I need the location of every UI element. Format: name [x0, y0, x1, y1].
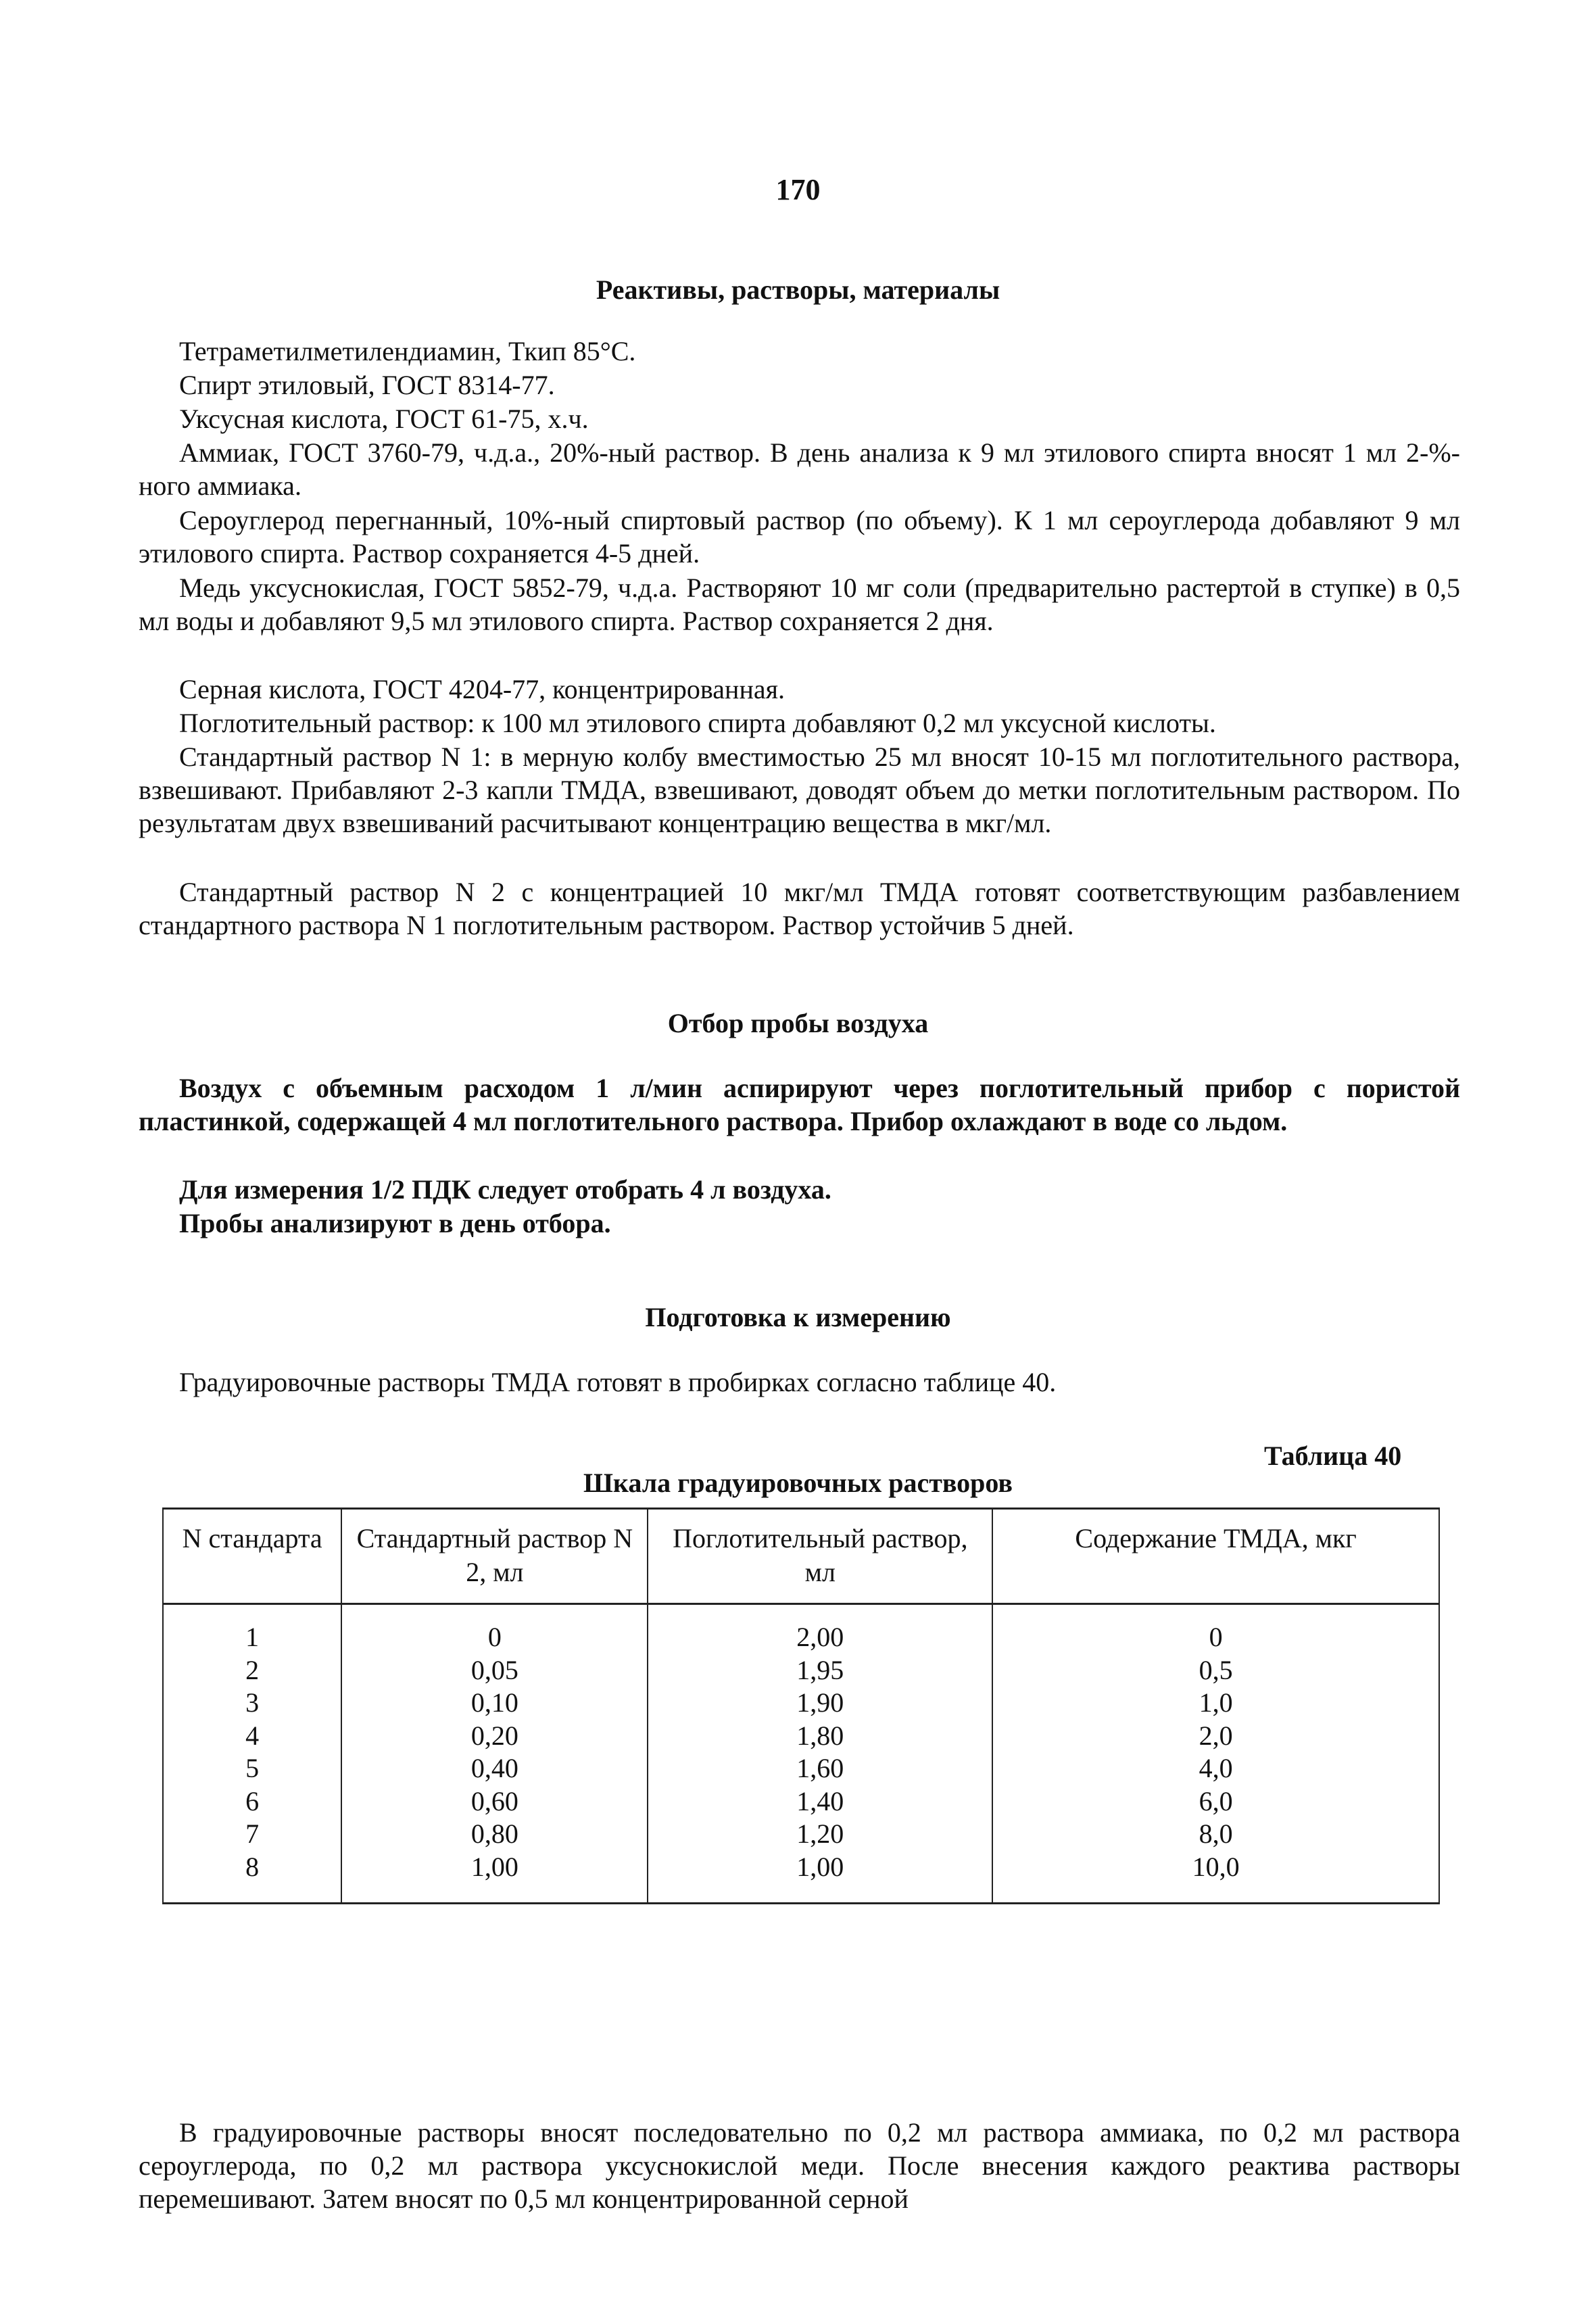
cell-standard-number: 7 [163, 1818, 341, 1851]
cell-tmda-content: 2,0 [992, 1720, 1439, 1753]
header-tmda-content: Содержание ТМДА, мкг [992, 1509, 1439, 1604]
cell-tmda-content: 8,0 [992, 1818, 1439, 1851]
cell-standard-solution: 0 [341, 1604, 648, 1654]
procedure-paragraph: В градуировочные растворы вносят последовательно по 0,2 мл раствора аммиака, по 0,2 мл раствора сероуглерода, по 0,2 мл раствора уксуснокислой меди. После внесения каждого реактива растворы перемешивают. Затем вносят по 0,5 мл концентрированной серной [139, 2117, 1460, 2214]
page-number: 170 [775, 173, 821, 206]
cell-standard-number: 6 [163, 1785, 341, 1818]
table-row [163, 1687, 1439, 1720]
reagent-paragraph: Спирт этиловый, ГОСТ 8314-77. [179, 370, 555, 400]
table-row [163, 1752, 1439, 1785]
cell-standard-number: 4 [163, 1720, 341, 1753]
table-row [163, 1785, 1439, 1818]
cell-absorbing-solution: 2,00 [648, 1604, 992, 1654]
cell-tmda-content: 0,5 [992, 1654, 1439, 1687]
table-row [163, 1720, 1439, 1753]
cell-standard-solution: 0,10 [341, 1687, 648, 1720]
cell-tmda-content: 10,0 [992, 1851, 1439, 1904]
cell-absorbing-solution: 1,90 [648, 1687, 992, 1720]
cell-tmda-content: 6,0 [992, 1785, 1439, 1818]
cell-tmda-content: 0 [992, 1604, 1439, 1654]
cell-standard-number: 2 [163, 1654, 341, 1687]
reagent-paragraph: Стандартный раствор N 1: в мерную колбу вместимостью 25 мл вносят 10-15 мл поглотительного раствора, взвешивают. Прибавляют 2-3 капли ТМДА, взвешивают, доводят объем до метки поглотительным раствором. По результатам двух взвешиваний расчитывают концентрацию вещества в мкг/мл. [139, 742, 1460, 838]
table-label: Таблица 40 [1264, 1441, 1402, 1471]
table-title: Шкала градуировочных растворов [583, 1468, 1013, 1498]
table-row [163, 1818, 1439, 1851]
table-header-row [163, 1509, 1439, 1604]
calibration-table [162, 1507, 1440, 1904]
cell-standard-number: 3 [163, 1687, 341, 1720]
reagent-paragraph: Сероуглерод перегнанный, 10%-ный спиртовый раствор (по объему). К 1 мл сероуглерода добавляют 9 мл этилового спирта. Раствор сохраняется 4-5 дней. [139, 505, 1460, 569]
cell-standard-solution: 0,05 [341, 1654, 648, 1687]
table-row [163, 1654, 1439, 1687]
reagent-paragraph: Серная кислота, ГОСТ 4204-77, концентрированная. [179, 674, 785, 704]
cell-standard-solution: 0,60 [341, 1785, 648, 1818]
sampling-paragraph: Для измерения 1/2 ПДК следует отобрать 4 л воздуха. [179, 1174, 831, 1205]
reagent-paragraph: Уксусная кислота, ГОСТ 61-75, х.ч. [179, 404, 589, 434]
cell-standard-solution: 0,40 [341, 1752, 648, 1785]
reagent-paragraph: Поглотительный раствор: к 100 мл этилового спирта добавляют 0,2 мл уксусной кислоты. [179, 708, 1216, 738]
cell-standard-number: 1 [163, 1604, 341, 1654]
cell-absorbing-solution: 1,20 [648, 1818, 992, 1851]
cell-absorbing-solution: 1,80 [648, 1720, 992, 1753]
cell-tmda-content: 1,0 [992, 1687, 1439, 1720]
section-heading-preparation: Подготовка к измерению [645, 1302, 951, 1332]
sampling-paragraph: Воздух с объемным расходом 1 л/мин аспирируют через поглотительный прибор с пористой пластинкой, содержащей 4 мл поглотительного раствора. Прибор охлаждают в воде со льдом. [139, 1073, 1460, 1136]
sampling-paragraph: Пробы анализируют в день отбора. [179, 1208, 611, 1238]
cell-standard-number: 8 [163, 1851, 341, 1904]
cell-absorbing-solution: 1,40 [648, 1785, 992, 1818]
header-absorbing-solution: Поглотительный раствор, мл [648, 1509, 992, 1604]
preparation-paragraph: Градуировочные растворы ТМДА готовят в пробирках согласно таблице 40. [179, 1367, 1057, 1397]
reagent-paragraph: Тетраметилметилендиамин, Ткип 85°С. [179, 336, 636, 366]
cell-standard-solution: 0,20 [341, 1720, 648, 1753]
table-row [163, 1604, 1439, 1654]
section-heading-sampling: Отбор пробы воздуха [667, 1008, 929, 1038]
table-row [163, 1851, 1439, 1904]
reagent-paragraph: Аммиак, ГОСТ 3760-79, ч.д.а., 20%-ный раствор. В день анализа к 9 мл этилового спирта вносят 1 мл 2-%-ного аммиака. [139, 437, 1460, 501]
header-standard-number: N стандарта [163, 1509, 341, 1604]
cell-standard-solution: 1,00 [341, 1851, 648, 1904]
cell-absorbing-solution: 1,60 [648, 1752, 992, 1785]
header-standard-solution: Стандартный раствор N 2, мл [341, 1509, 648, 1604]
cell-standard-solution: 0,80 [341, 1818, 648, 1851]
section-heading-reagents: Реактивы, растворы, материалы [596, 274, 1000, 305]
reagent-paragraph: Стандартный раствор N 2 с концентрацией 10 мкг/мл ТМДА готовят соответствующим разбавлением стандартного раствора N 1 поглотительным раствором. Раствор устойчив 5 дней. [139, 877, 1460, 940]
cell-absorbing-solution: 1,95 [648, 1654, 992, 1687]
cell-standard-number: 5 [163, 1752, 341, 1785]
reagent-paragraph: Медь уксуснокислая, ГОСТ 5852-79, ч.д.а. Растворяют 10 мг соли (предварительно растертой в ступке) в 0,5 мл воды и добавляют 9,5 мл этилового спирта. Раствор сохраняется 2 дня. [139, 573, 1460, 636]
cell-tmda-content: 4,0 [992, 1752, 1439, 1785]
cell-absorbing-solution: 1,00 [648, 1851, 992, 1904]
